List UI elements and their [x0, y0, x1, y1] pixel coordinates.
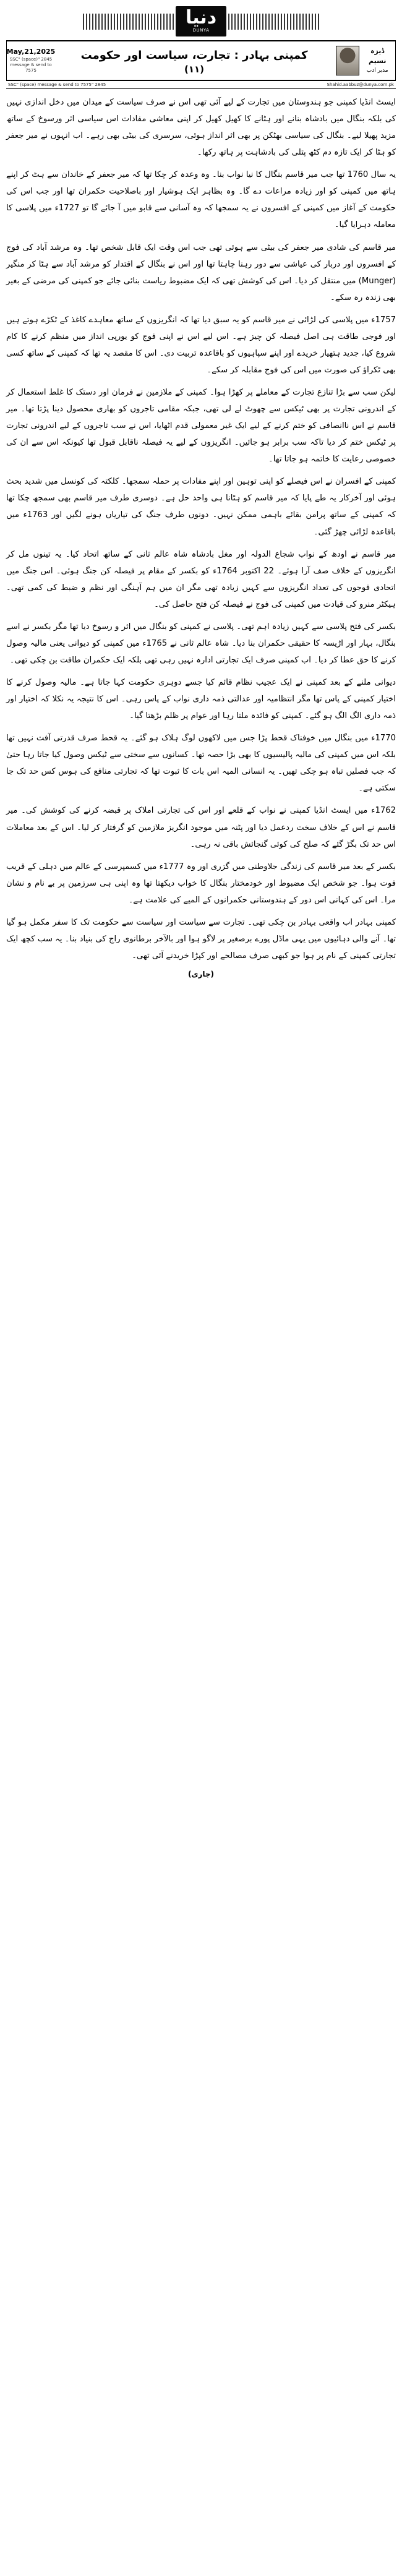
date-block — [6, 41, 55, 80]
article-body — [6, 94, 396, 964]
article-paragraph: دیوانی ملنے کے بعد کمپنی نے ایک عجیب نظام قائم کیا جسے دوہری حکومت کہا جاتا ہے۔ مالیہ وصول کرنے کا اختیار کمپنی کے پاس تھا مگر انتظامیہ اور عدالتی ذمہ داری نواب کے پاس رہی۔ اس کا نتیجہ یہ نکلا کہ اختیار اور ذمہ داری الگ الگ ہو گئے۔ کمپنی کو فائدہ ملتا رہا اور عوام پر ظلم بڑھتا گیا۔ — [6, 678, 396, 721]
floral-ornament-icon — [226, 14, 319, 30]
publication-logo — [176, 6, 226, 36]
article-paragraph: بکسر کے بعد میر قاسم کی زندگی جلاوطنی میں گزری اور وہ 1777ء میں کسمپرسی کے عالم میں دہلی کے قریب فوت ہوا۔ جو شخص ایک مضبوط اور خودمختار بنگال کا خواب دیکھتا تھا وہ اپنی ہی سرزمین پر بے نام و نشان مرا۔ اس کی کہانی اس دور کے ہندوستانی حکمرانوں کے المیے کی علامت ہے۔ — [6, 862, 396, 905]
article-paragraph: بکسر کی فتح پلاسی سے کہیں زیادہ اہم تھی۔ پلاسی نے کمپنی کو بنگال میں اثر و رسوخ دیا تھا مگر بکسر نے اسے بنگال، بہار اور اڑیسہ کا حقیقی حکمران بنا دیا۔ شاہ عالم ثانی نے 1765ء میں کمپنی کو دیوانی یعنی مالیہ وصول کرنے کا حق عطا کر دیا۔ اب کمپنی صرف ایک تجارتی ادارہ نہیں رہی تھی بلکہ ایک حکمران طاقت بن چکی تھی۔ — [6, 622, 396, 665]
article-paragraph: میر قاسم نے اودھ کے نواب شجاع الدولہ اور مغل بادشاہ شاہ عالم ثانی کے ساتھ اتحاد کیا۔ یہ تینوں مل کر انگریزوں کے خلاف صف آرا ہوئے۔ 22 اکتوبر 1764ء کو بکسر کے مقام پر فیصلہ کن جنگ ہوئی۔ اس جنگ میں اتحادی فوجوں کی تعداد انگریزوں سے کہیں زیادہ تھی مگر ان میں ہم آہنگی اور نظم و ضبط کی کمی تھی۔ ہیکٹر منرو کی قیادت میں کمپنی کی فوج نے فیصلہ کن فتح حاصل کی۔ — [6, 549, 396, 609]
article-paragraph: ایسٹ انڈیا کمپنی جو ہندوستان میں تجارت کے لیے آئی تھی اس نے صرف سیاست کے میدان میں دخل اندازی نہیں کی بلکہ بنگال میں بادشاہ بنانے اور ہٹانے کا کھیل کھیل کر اپنی معاشی مفادات اس سیاسی اثر ورسوخ کے ساتھ مزید پھیلا لیے۔ بنگال کی سیاسی بھٹکن پر بھی اثر انداز ہوئی، سرسری کی بیٹی بھی رہے۔ اب انہوں نے میر جعفر کو ہٹا کر ایک تازہ دم کٹھ پتلی کی بادشاہت پر ہاتھ رکھا۔ — [6, 98, 396, 158]
page-title: کمپنی بہادر : تجارت، سیاست اور حکومت — [80, 48, 308, 62]
continuation-label: (جاری) — [187, 970, 215, 978]
part-number: (۱۱) — [184, 63, 205, 75]
logo-subtext: DUNYA — [192, 28, 210, 33]
contact-line — [6, 81, 396, 89]
author-portrait — [336, 46, 359, 75]
author-name: ڈیزہ نسیم — [368, 46, 387, 66]
author-block — [333, 41, 396, 80]
contact-email: Shahid.aabbuz@dunya.com.pk — [327, 82, 394, 87]
article-paragraph: 1770ء میں بنگال میں خوفناک قحط پڑا جس میں لاکھوں لوگ ہلاک ہو گئے۔ یہ قحط صرف قدرتی آفت نہیں تھا بلکہ اس میں کمپنی کی مالیہ پالیسیوں کا بھی بڑا حصہ تھا۔ کسانوں سے سختی سے ٹیکس وصول کیا جاتا رہا حتیٰ کہ جب فصلیں تباہ ہو چکی تھیں۔ یہ انسانی المیہ اس بات کا ثبوت تھا کہ تجارتی منافع کی ہوس کس حد تک جا سکتی ہے۔ — [6, 734, 396, 794]
author-title: مدیر ادب — [366, 67, 388, 74]
article-paragraph: کمپنی بہادر اب واقعی بہادر بن چکی تھی۔ تجارت سے سیاست اور سیاست سے حکومت تک کا سفر مکمل ہو گیا تھا۔ آنے والی دہائیوں میں یہی ماڈل پورے برصغیر پر لاگو ہوا اور بالآخر برطانوی راج کی بنیاد بنا۔ یہ سب کچھ ایک تجارتی کمپنی کے نام پر ہوا جو کبھی صرف مصالحے اور کپڑا خریدنے آئی تھی۔ — [6, 917, 396, 961]
article-paragraph: 1757ء میں پلاسی کی لڑائی نے میر قاسم کو یہ سبق دیا تھا کہ انگریزوں کے ساتھ معاہدے کاغذ کے ٹکڑے ہوتے ہیں اور فوجی طاقت ہی اصل فیصلہ کن چیز ہے۔ اس لیے اس نے اپنی فوج کو یورپی انداز میں منظم کرنے کا کام شروع کیا، جدید ہتھیار خریدے اور اپنے سپاہیوں کو باقاعدہ تربیت دی۔ اس کا مقصد یہ تھا کہ کمپنی کے ساتھ کسی بھی ٹکراؤ کی صورت میں اس کی فوج مقابلہ کر سکے۔ — [6, 315, 396, 375]
issue-code-repeat: 2845 "SSC" (space) message & send to 7575 — [8, 82, 106, 87]
article-paragraph: یہ سال 1760 تھا جب میر قاسم بنگال کا نیا نواب بنا۔ وہ وعدہ کر چکا تھا کہ میر جعفر کے خاندان سے ہٹ کر اپنے ہاتھ میں کمپنی کو اور زیادہ مراعات دے گا۔ وہ بظاہر ایک ہوشیار اور باصلاحیت حکمران تھا اور جب اس کی حکومت کے آغاز میں کمپنی کے افسروں نے یہ سمجھا کہ وہ آسانی سے قابو میں آ جائے گا تو 1727ء میں پلاسی کا معاملہ دہرایا گیا۔ — [6, 170, 396, 230]
article-paragraph: 1762ء میں ایسٹ انڈیا کمپنی نے نواب کے قلعے اور اس کی تجارتی املاک پر قبضہ کرنے کی کوشش کی۔ میر قاسم نے اس کے خلاف سخت ردعمل دیا اور پٹنہ میں موجود انگریز ملازمین کو گرفتار کر لیا۔ اس کے بعد معاملات اس حد تک بگڑ گئے کہ صلح کی کوئی گنجائش باقی نہ رہی۔ — [6, 806, 396, 849]
article-paragraph: کمپنی کے افسران نے اس فیصلے کو اپنی توہین اور اپنے مفادات پر حملہ سمجھا۔ کلکتہ کی کونسل میں شدید بحث ہوئی اور آخرکار یہ طے پایا کہ میر قاسم کو ہٹانا ہی واحد حل ہے۔ دوسری طرف میر قاسم بھی سمجھ چکا تھا کہ کمپنی کے ساتھ پرامن بقائے باہمی ممکن نہیں۔ دونوں طرف جنگ کی تیاریاں ہونے لگیں اور 1763ء میں باقاعدہ لڑائی چھڑ گئی۔ — [6, 477, 396, 537]
logo-box — [176, 6, 226, 36]
publication-date: May,21,2025 — [6, 48, 56, 56]
article-paragraph: لیکن سب سے بڑا تنازع تجارت کے معاملے پر کھڑا ہوا۔ کمپنی کے ملازمین نے فرمان اور دستک کا غلط استعمال کر کے اندرونی تجارت پر بھی ٹیکس سے چھوٹ لے لی تھی، جبکہ مقامی تاجروں کو بھاری محصول دینا پڑتا تھا۔ میر قاسم نے اس ناانصافی کو ختم کرنے کے لیے ایک غیر معمولی قدم اٹھایا، اس نے سب تاجروں کے لیے اندرونی تجارت پر ٹیکس ختم کر دیا تاکہ سب برابر ہو جائیں۔ انگریزوں کے لیے یہ فیصلہ ناقابل قبول تھا کیونکہ اس سے ان کی خصوصی رعایت کا خاتمہ ہو جاتا تھا۔ — [6, 388, 396, 464]
article-paragraph: میر قاسم کی شادی میر جعفر کی بیٹی سے ہوئی تھی جب اس وقت ایک قابل شخص تھا۔ وہ مرشد آباد کی فوج کے افسروں اور دربار کی عیاشی سے دور رہنا چاہتا تھا اور اس نے بنگال کے اقتدار کو مرشد آباد سے ہٹا کر منگیر (Munger) میں منتقل کر دیا۔ اس کی کوشش تھی کہ ایک مضبوط ریاست بنائی جائے جو کمپنی کی مرضی کے بغیر بھی زندہ رہ سکے۔ — [6, 242, 396, 302]
logo-text: دنیا — [185, 7, 217, 28]
floral-ornament-icon — [83, 14, 176, 30]
newspaper-page — [0, 0, 402, 987]
article-title-bar — [6, 40, 396, 81]
masthead — [6, 4, 396, 38]
author-names — [362, 46, 393, 75]
headline-block — [55, 41, 333, 80]
issue-code: 2845 "SSC" (space) message & send to 7575 — [9, 57, 53, 73]
